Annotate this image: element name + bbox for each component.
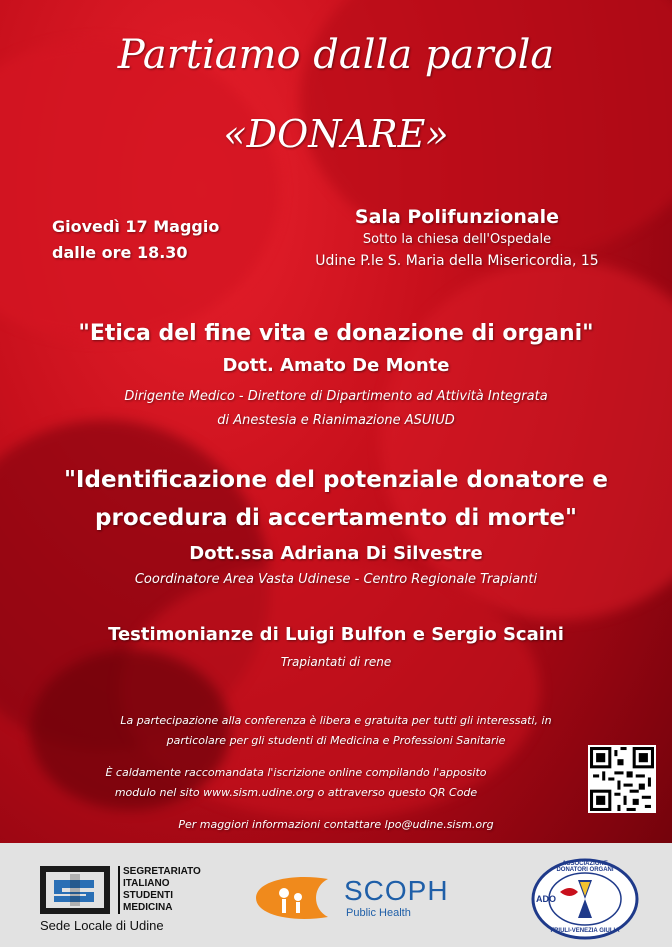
talk-2-role: Coordinatore Area Vasta Udinese - Centro Regionale Trapianti: [134, 572, 538, 587]
venue-note: Sotto la chiesa dell'Ospedale: [362, 232, 552, 247]
ado-logo: [530, 858, 640, 940]
note-line-1: La partecipazione alla conferenza è libera e gratuita per tutti gli interessati, in: [120, 714, 552, 727]
sism-logo: [40, 866, 201, 936]
note-line-5: Per maggiori informazioni contattare lpo@udine.sism.org: [178, 818, 494, 831]
talk-1-role-line-1: Dirigente Medico - Direttore di Dipartimento ad Attività Integrata: [124, 389, 548, 404]
note-line-3: È caldamente raccomandata l'iscrizione online compilando l'apposito: [105, 766, 487, 779]
talk-2-title-line-1: "Identificazione del potenziale donatore e: [63, 467, 609, 493]
scoph-logo: [252, 873, 482, 923]
talk-2-speaker: Dott.ssa Adriana Di Silvestre: [189, 543, 483, 564]
sism-caption: Sede Locale di Udine: [40, 918, 164, 933]
testimonials-subtitle: Trapiantati di rene: [280, 655, 392, 669]
background-petal: [380, 260, 672, 620]
event-date-text: Giovedì 17 Maggio: [52, 217, 220, 236]
talk-1-speaker: Dott. Amato De Monte: [222, 355, 450, 376]
venue-block: [282, 206, 632, 269]
testimonials-title: Testimonianze di Luigi Bulfon e Sergio Scaini: [108, 624, 564, 645]
ado-bottom-text: FRIULI-VENEZIA GIULIA: [550, 928, 620, 934]
title-line-1: Partiamo dalla parola: [117, 32, 555, 78]
ado-top-text: ASSOCIAZIONE DONATORI ORGANI: [556, 861, 614, 873]
sism-line-3: STUDENTI: [118, 890, 190, 902]
qr-code[interactable]: [588, 745, 656, 813]
background-petal: [0, 40, 280, 340]
talk-1-role-line-2: di Anestesia e Rianimazione ASUIUD: [217, 413, 455, 428]
title-line-2: «DONARE»: [223, 112, 449, 156]
sism-line-2: ITALIANO: [118, 878, 190, 890]
sism-wordmark: [118, 866, 201, 914]
note-line-2: particolare per gli studenti di Medicina e Professioni Sanitarie: [166, 734, 506, 747]
venue-name: Sala Polifunzionale: [354, 206, 560, 228]
ado-center-text: ADO: [536, 894, 556, 904]
sism-line-1: SEGRETARIATO: [118, 866, 190, 878]
scoph-emblem-icon: [252, 873, 332, 923]
note-line-4: modulo nel sito www.sism.udine.org o attraverso questo QR Code: [114, 786, 478, 799]
sism-line-4: MEDICINA: [118, 902, 190, 914]
venue-address: Udine P.le S. Maria della Misericordia, 15: [315, 253, 599, 269]
event-date: [52, 214, 219, 266]
talk-2-title-line-2: procedura di accertamento di morte": [95, 505, 577, 531]
qr-code-graphic: [590, 747, 654, 811]
scoph-subtitle: Public Health: [346, 907, 411, 919]
event-time-text: dalle ore 18.30: [52, 243, 188, 262]
scoph-name: SCOPH: [344, 875, 449, 906]
talk-1-title: "Etica del fine vita e donazione di organi": [78, 321, 594, 346]
